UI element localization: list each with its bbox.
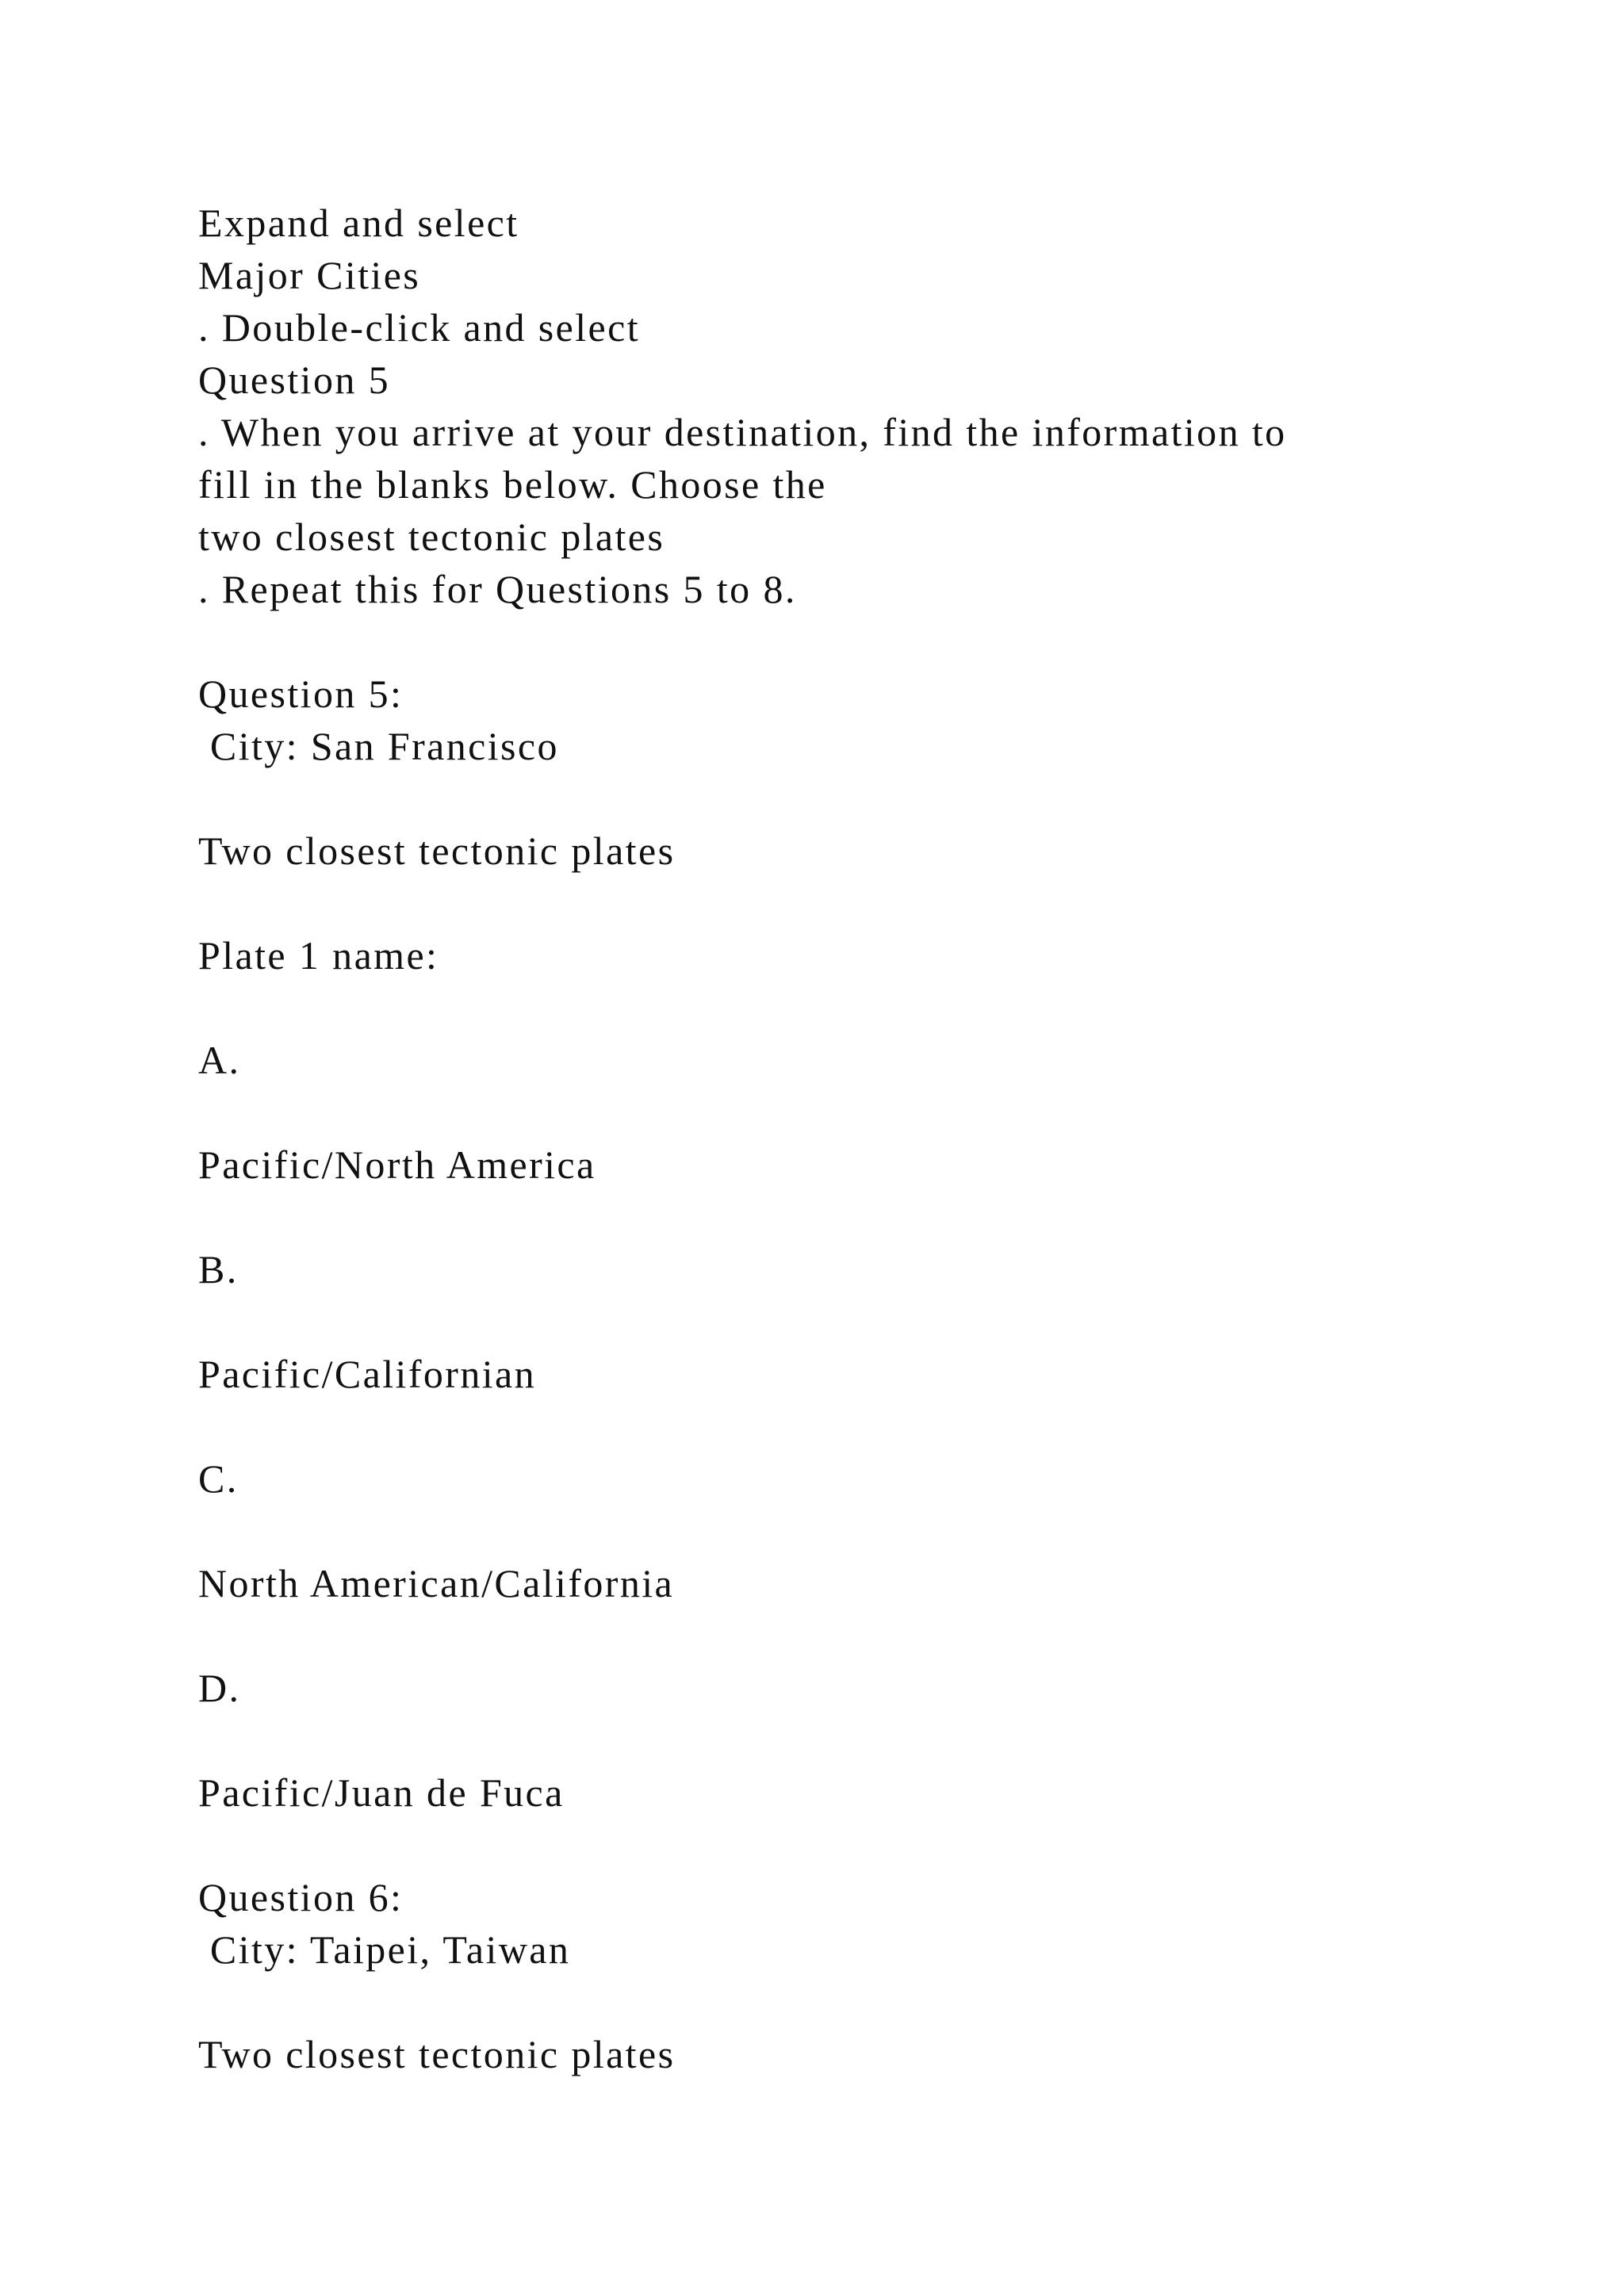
instruction-line: Expand and select [198,201,519,245]
instruction-line: . When you arrive at your destination, find the information to [198,410,1287,454]
option-letter-b: B. [198,1247,239,1292]
city-line: City: San Francisco [198,724,559,768]
instruction-line: two closest tectonic plates [198,515,665,559]
option-text-c: North American/California [198,1561,675,1605]
spacer [198,1714,1546,1766]
spacer [198,1609,1546,1662]
spacer [198,982,1546,1034]
question-heading: Question 5: [198,672,404,716]
spacer [198,1191,1546,1243]
plate-1-label: Plate 1 name: [198,933,439,978]
question-6-block [198,1871,1546,2080]
spacer [198,1086,1546,1138]
plates-heading: Two closest tectonic plates [198,2032,676,2076]
spacer [198,615,1546,668]
spacer [198,1505,1546,1557]
spacer [198,1400,1546,1452]
spacer [198,1295,1546,1348]
instruction-line: . Repeat this for Questions 5 to 8. [198,567,797,611]
instruction-line: Question 5 [198,358,391,402]
instruction-line: fill in the blanks below. Choose the [198,462,827,507]
spacer [198,772,1546,825]
document-body [198,197,1546,2080]
spacer [198,1976,1546,2028]
option-text-a: Pacific/North America [198,1142,596,1187]
question-heading: Question 6: [198,1875,404,1919]
option-letter-d: D. [198,1666,241,1710]
option-letter-c: C. [198,1456,239,1501]
spacer [198,877,1546,929]
city-line: City: Taipei, Taiwan [198,1927,571,1972]
option-letter-a: A. [198,1038,241,1082]
option-text-b: Pacific/Californian [198,1352,537,1396]
question-5-block [198,668,1546,1871]
instruction-line: Major Cities [198,253,421,297]
option-text-d: Pacific/Juan de Fuca [198,1770,565,1815]
instructions-block [198,197,1546,615]
plates-heading: Two closest tectonic plates [198,828,676,873]
spacer [198,1819,1546,1871]
instruction-line: . Double-click and select [198,305,641,350]
